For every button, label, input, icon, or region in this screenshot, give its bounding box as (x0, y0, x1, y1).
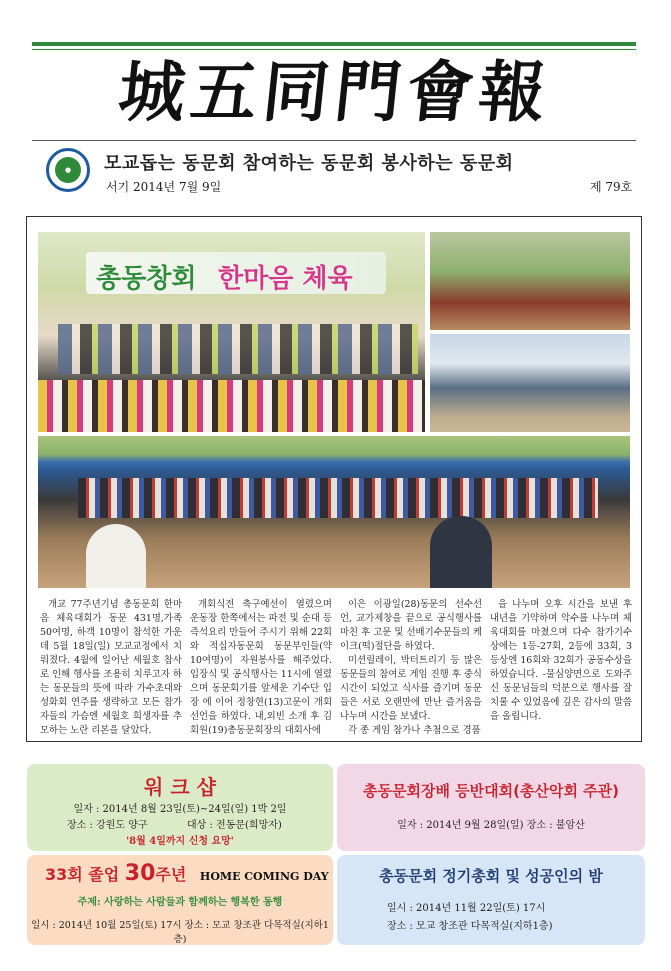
article-paragraph: 개회식전 축구예선이 열렸으며 운동장 한쪽에서는 파전 및 순대 등 즉석요리 만들어 주시기 위해 22회와 적십자동문회 동문부인들(약 10여명)이 자원봉사를 해주었다. 입장식 및 공식행사는 11시에 열렸으며 동문회기를 앞세운 기수단 입장 에 이어 정창현(13)고문이 개회선언을 하였다. 내,외빈 소개 후 김회원(19)총동문회장의 대회사에 (190, 599, 332, 736)
workshop-target: 대상 : 전동문(희망자) (187, 820, 282, 831)
article-paragraph: 미션릴레이, 박터트리기 등 많은 동문들의 참여로 게임 진행 후 중식 시간이 되었고 식사를 즐기며 동문들은 서로 오랜만에 만난 즐거움을 나누며 시간을 보냈다. (340, 655, 482, 722)
workshop-title: 워 크 샵 (144, 775, 216, 799)
homecoming-title-suffix: 주년 (155, 865, 187, 884)
photo-speaker (430, 232, 630, 330)
homecoming-title (45, 861, 333, 886)
banner-text-1: 총동창회 (96, 264, 197, 294)
homecoming-title-en: HOME COMING DAY (199, 870, 329, 883)
banner-text-2: 한마음 체육 (218, 264, 353, 294)
hiking-panel (337, 764, 645, 851)
article-column-3 (340, 598, 482, 738)
article-column-1 (40, 598, 182, 738)
newsletter-motto: 모교돕는 동문회 참여하는 동문회 봉사하는 동문회 (104, 153, 514, 174)
issue-date: 서기 2014년 7월 9일 (106, 180, 222, 194)
emblem-inner-icon: ● (55, 157, 81, 183)
workshop-place: 장소 : 강원도 양구 (67, 820, 148, 831)
hiking-date-place: 일자 : 2014년 9월 28일(일) 장소 : 불암산 (397, 820, 585, 831)
homecoming-theme: 주제: 사랑하는 사람들과 함께하는 행복한 동행 (77, 897, 283, 908)
photo-crowd (78, 478, 598, 518)
masthead-thin-rule (32, 49, 636, 50)
article-column-2 (190, 598, 332, 738)
article-paragraph: 을 나누며 오후 시간을 보낸 후 내년을 기약하며 악수를 나누며 체육대회를 마쳤으며 다수 참가기수상에는 1등-27회, 2등에 33회, 3등상엔 16회와 32회가 공동수상을 하였습니다. -물심양면으로 도와주신 동문님들의 덕분으로 행사를 잘 치룰 수 있었음에 깊은 감사의 말씀을 올립니다. (490, 599, 632, 722)
homecoming-title-number: 30 (124, 861, 156, 886)
photo-group-banner (38, 232, 425, 432)
photo-field-crowd (38, 436, 630, 588)
photo-lineup (430, 334, 630, 432)
photo-flags (38, 380, 425, 432)
masthead-top-rule (32, 42, 636, 46)
photo-people (58, 324, 418, 374)
article-column-4 (490, 598, 632, 724)
workshop-deadline: '8월 4일까지 신청 요망' (126, 836, 234, 847)
school-emblem-icon (46, 148, 90, 192)
general-meeting-title: 총동문회 정기총회 및 성공인의 밤 (379, 867, 603, 885)
article-paragraph: 개교 77주년기념 총동문회 한마음 체육대회가 동문 431명,가족 50여명, 하객 10명이 참석한 가운데 5월 18일(일) 모교교정에서 치뤄졌다. 4월에 일어난 세월호 참사로 인해 행사를 조용히 치루고자 하는 동문들의 뜻에 따라 가수초대와 성화회 연주를 생략하고 모든 참가자들의 가슴엔 세월호 희생자를 추모하는 노란 리본을 달았다. (40, 599, 182, 736)
photo-mc-right (430, 516, 492, 588)
hiking-title: 총동문회장배 등반대회(총산악회 주관) (363, 782, 619, 800)
event-banner (86, 252, 386, 294)
workshop-date: 일자 : 2014년 8월 23일(토)~24일(일) 1박 2일 (73, 804, 287, 815)
issue-number: 제 79호 (590, 180, 633, 194)
masthead-divider (32, 140, 636, 141)
homecoming-date-place: 일시 : 2014년 10월 25일(토) 17시 장소 : 모교 창조관 다목적실(지하1층) (31, 920, 329, 945)
general-meeting-date: 일시 : 2014년 11월 22일(토) 17시 (387, 903, 546, 914)
homecoming-panel (27, 855, 333, 945)
article-paragraph: 이은 이광일(28)동문의 선수선언, 교가제창을 끝으로 공식행사를 마친 후 고문 및 선배기수문들의 케이크(떡)절단을 하였다. (340, 599, 482, 652)
general-meeting-panel (337, 855, 645, 945)
newsletter-title: 城五同門會報 (114, 53, 556, 131)
article-paragraph: 각 종 게임 참가나 추첨으로 경품 (348, 725, 481, 736)
photo-mc-left (86, 524, 146, 588)
workshop-panel (27, 764, 333, 851)
homecoming-title-prefix: 33회 졸업 (45, 865, 120, 884)
general-meeting-place: 장소 : 모교 창조관 다목적실(지하1층) (387, 921, 553, 932)
